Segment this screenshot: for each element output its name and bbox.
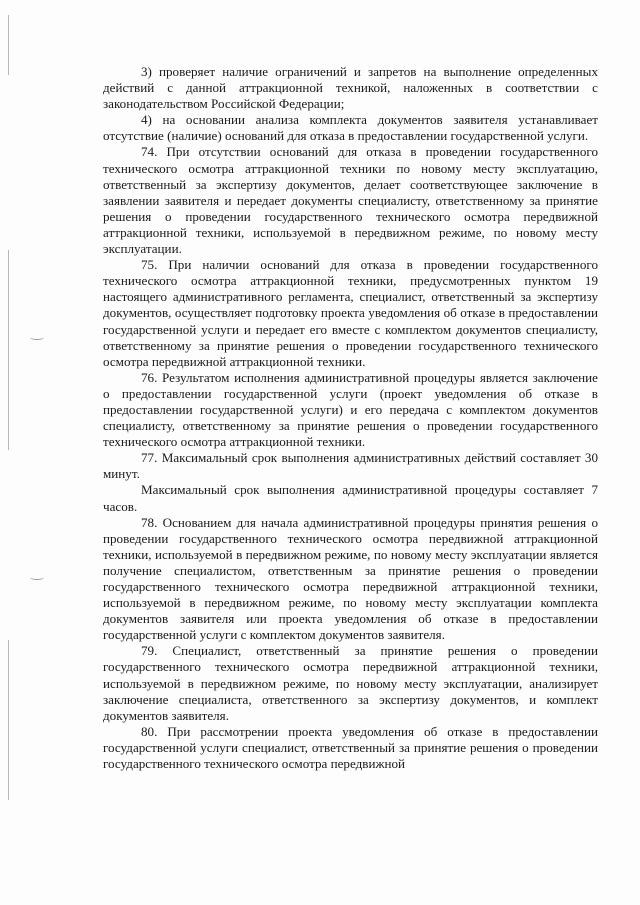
paragraph-item-4: 4) на основании анализа комплекта документов заявителя устанавливает отсутствие (наличие) оснований для отказа в предоставлении государственной услуги. [103,112,598,144]
paragraph-77: 77. Максимальный срок выполнения административных действий составляет 30 минут. [103,450,598,482]
paragraph-77-procedure-time: Максимальный срок выполнения административной процедуры составляет 7 часов. [103,482,598,514]
paragraph-79: 79. Специалист, ответственный за принятие решения о проведении государственного технического осмотра передвижной аттракционной техники, используемой в передвижном режиме, по новому месту эксплуатации, анализирует заключение специалиста, ответственного за экспертизу документов, и комплект документов заявителя. [103,643,598,723]
paragraph-80: 80. При рассмотрении проекта уведомления об отказе в предоставлении государственной услуги специалист, ответственный за принятие решения о проведении государственного технического осмотра передвижной [103,723,598,772]
scan-margin-line [8,640,9,800]
paragraph-74: 74. При отсутствии оснований для отказа в проведении государственного технического осмотра аттракционной техники по новому месту эксплуатацию, ответственный за экспертизу документов, делает соответствующее заключение в заявлении заявителя и передает документы специалисту, ответственному за принятие решения о проведении государственного технического осмотра передвижной аттракционной техники, используемой в передвижном режиме, по новому месту эксплуатации. [103,144,598,257]
scan-margin-line [8,250,9,450]
paragraph-item-3: 3) проверяет наличие ограничений и запретов на выполнение определенных действий с данной аттракционной техникой, наложенных в соответствии с законодательством Российской Федерации; [103,64,598,112]
paragraph-76: 76. Результатом исполнения административной процедуры является заключение о предоставлении государственной услуги (проект уведомления об отказе в предоставлении государственной услуги) и его передача с комплектом документов специалисту, ответственному за принятие решения о проведении государственного технического осмотра аттракционной техники. [103,369,598,450]
scan-punch-mark [30,575,44,580]
paragraph-75: 75. При наличии оснований для отказа в проведении государственного технического осмотра аттракционной техники, предусмотренных пунктом 19 настоящего административного регламента, специалист, ответственный за экспертизу документов, осуществляет подготовку проекта уведомления об отказе в предоставлении государственной услуги и передает его вместе с комплектом документов специалисту, ответственному за принятие решения о проведении государственного технического осмотра передвижной аттракционной техники. [103,257,598,369]
document-body [103,64,598,772]
scan-punch-mark [30,335,44,340]
scan-margin-line [8,15,9,75]
paragraph-78: 78. Основанием для начала административной процедуры принятия решения о проведении государственного технического осмотра передвижной аттракционной техники, используемой в передвижном режиме, по новому месту эксплуатации является получение специалистом, ответственным за принятие решения о проведении государственного технического осмотра передвижной аттракционной техники, используемой в передвижном режиме, по новому месту эксплуатации комплекта документов заявителя или проекта уведомления об отказе в предоставлении государственной услуги с комплектом документов заявителя. [103,514,598,643]
